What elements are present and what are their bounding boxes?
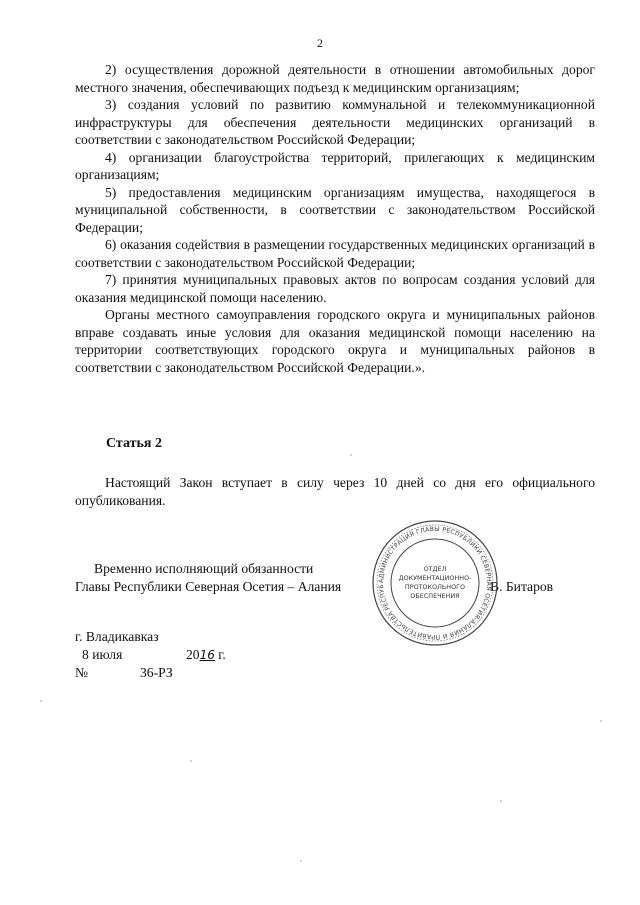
date-year: 2016 г.: [186, 647, 226, 662]
place-of-signing: г. Владикавказ: [75, 629, 159, 644]
paragraph-item-2: 2) осуществления дорожной деятельности в отношении автомобильных дорог местного значения, обеспечивающих подъезд к медицинским организациям;: [75, 62, 595, 95]
paragraph-item-7: 7) принятия муниципальных правовых актов по вопросам создания условий для оказания медицинской помощи населению.: [75, 272, 595, 305]
paragraph-item-4: 4) организации благоустройства территорий, прилегающих к медицинским организациям;: [75, 149, 595, 182]
scan-speck: [190, 760, 192, 762]
article-text: Настоящий Закон вступает в силу через 10 дней со дня его официального опубликования.: [75, 475, 595, 508]
stamp-ring-text: АДМИНИСТРАЦИЯ ГЛАВЫ РЕСПУБЛИКИ СЕВЕРНАЯ ОСЕТИЯ-АЛАНИЯ И ПРАВИТЕЛЬСТВА РЕСПУБ: [377, 525, 493, 641]
scan-speck: [350, 454, 352, 456]
official-stamp: [370, 518, 500, 648]
number-sign: №: [75, 665, 88, 680]
page-number: 2: [317, 36, 323, 50]
law-number: 36-РЗ: [140, 665, 173, 680]
law-body: [75, 61, 595, 376]
paragraph-item-3: 3) создания условий по развитию коммунальной и телекоммуникационной инфраструктуры для обеспечения деятельности медицинских организаций в соответствии с законодательством Российской Федерации;: [75, 97, 595, 147]
paragraph-item-5: 5) предоставления медицинским организациям имущества, находящегося в муниципальной собственности, в соответствии с законодательством Российской Федерации;: [75, 184, 595, 235]
scan-speck: [300, 860, 302, 862]
scan-speck: [40, 700, 42, 702]
signer-name: В. Битаров: [490, 579, 554, 594]
signer-position-line2: Главы Республики Северная Осетия – Алания: [75, 579, 342, 594]
handwritten-year: 16: [199, 648, 215, 662]
stamp-center-text: ОТДЕЛ ДОКУМЕНТАЦИОННО- ПРОТОКОЛЬНОГО ОБЕСПЕЧЕНИЯ: [398, 565, 472, 600]
paragraph-item-6: 6) оказания содействия в размещении государственных медицинских организаций в соответствии с законодательством Российской Федерации;: [75, 237, 595, 270]
paragraph-organs: Органы местного самоуправления городского округа и муниципальных районов вправе создавать иные условия для оказания медицинской помощи населению на территории соответствующих городского округа и муниципальных районов в соответствии с законодательством Российской Федерации.».: [75, 307, 595, 375]
scan-speck: [600, 720, 602, 722]
date-day-month: 8 июля: [82, 647, 123, 662]
signer-position-line1: Временно исполняющий обязанности: [94, 561, 314, 576]
scan-speck: [500, 800, 502, 802]
article-title: Статья 2: [106, 436, 162, 451]
